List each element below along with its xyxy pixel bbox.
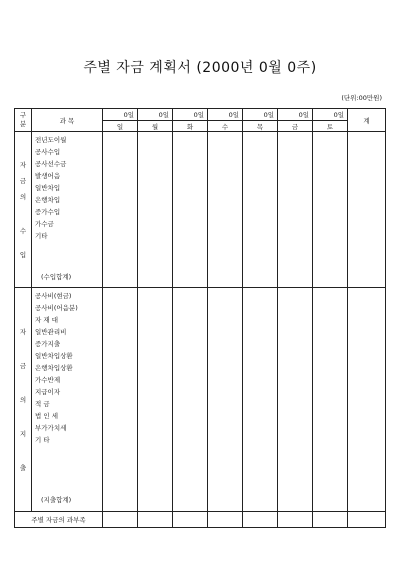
day-header-7: 0일 (313, 109, 348, 121)
expense-item: 은행차입상환 (35, 364, 73, 372)
day-header-1: 0일 (103, 109, 138, 121)
expense-cell (278, 288, 313, 512)
income-total-label: (수입합계) (41, 273, 72, 281)
shortfall-label: 주별 자금의 과부족 (15, 512, 103, 528)
income-cell (103, 132, 138, 288)
expense-cell (173, 288, 208, 512)
income-label-char: 자 (19, 160, 27, 169)
weekday-mon: 월 (138, 121, 173, 132)
income-label-char: 금 (19, 176, 27, 185)
income-item: 공사수입 (35, 148, 61, 156)
expense-item: 법 인 세 (35, 412, 58, 420)
income-item: 은행차입 (35, 196, 61, 204)
weekday-sat: 토 (313, 121, 348, 132)
day-header-3: 0일 (173, 109, 208, 121)
income-cell (208, 132, 243, 288)
income-label-char: 입 (19, 250, 27, 259)
weekday-thu: 목 (243, 121, 278, 132)
expense-label-char: 출 (19, 463, 27, 472)
income-cell (243, 132, 278, 288)
expense-total-label: (지출합계) (41, 496, 72, 504)
shortfall-cell (243, 512, 278, 528)
document-title: 주별 자금 계획서 (2000년 0월 0주) (83, 60, 317, 76)
header-gubun-text: 구분 (19, 111, 27, 128)
income-cell (173, 132, 208, 288)
shortfall-cell (173, 512, 208, 528)
day-header-5: 0일 (243, 109, 278, 121)
weekday-tue: 화 (173, 121, 208, 132)
expense-cell (243, 288, 278, 512)
expense-item: 증가지출 (35, 340, 61, 348)
income-cell (278, 132, 313, 288)
expense-cell (348, 288, 386, 512)
expense-item: 자 재 대 (35, 316, 58, 324)
fund-plan-table (14, 108, 386, 528)
expense-item: 기 타 (35, 436, 50, 444)
shortfall-cell (348, 512, 386, 528)
expense-item: 가수반제 (35, 376, 61, 384)
expense-label-char: 자 (19, 327, 27, 336)
weekday-fri: 금 (278, 121, 313, 132)
expense-item: 적 금 (35, 400, 50, 408)
income-section-label (15, 132, 32, 288)
expense-item: 부가가치세 (35, 424, 67, 432)
expense-label-char: 금 (19, 361, 27, 370)
expense-cell (208, 288, 243, 512)
expense-item: 공사비(어음분) (35, 304, 78, 312)
income-items-cell (32, 132, 103, 288)
income-cell (313, 132, 348, 288)
income-item: 공사선수금 (35, 160, 67, 168)
income-item: 기타 (35, 232, 48, 240)
header-total: 계 (348, 109, 386, 132)
weekday-wed: 수 (208, 121, 243, 132)
income-section (15, 132, 386, 288)
day-header-2: 0일 (138, 109, 173, 121)
weekday-sun: 일 (103, 121, 138, 132)
expense-label-char: 의 (19, 395, 27, 404)
shortfall-row (15, 512, 386, 528)
shortfall-cell (278, 512, 313, 528)
income-item: 전년도이월 (35, 136, 67, 144)
shortfall-cell (208, 512, 243, 528)
day-header-6: 0일 (278, 109, 313, 121)
shortfall-cell (138, 512, 173, 528)
income-item: 가수금 (35, 220, 54, 228)
expense-item: 공사비(현금) (35, 292, 72, 300)
expense-item: 지급이자 (35, 388, 61, 396)
shortfall-cell (313, 512, 348, 528)
income-item: 일반차입 (35, 184, 61, 192)
expense-item: 일반차입상환 (35, 352, 73, 360)
day-header-4: 0일 (208, 109, 243, 121)
header-gwamok: 과 목 (32, 109, 103, 132)
income-label-char: 수 (19, 226, 27, 235)
expense-label-char: 지 (19, 429, 27, 438)
expense-cell (138, 288, 173, 512)
shortfall-cell (103, 512, 138, 528)
income-item: 증가수입 (35, 208, 61, 216)
header-gubun (15, 109, 32, 132)
income-cell (138, 132, 173, 288)
income-item: 발생어음 (35, 172, 61, 180)
income-cell (348, 132, 386, 288)
expense-cell (103, 288, 138, 512)
expense-section (15, 288, 386, 512)
expense-cell (313, 288, 348, 512)
income-label-char: 의 (19, 192, 27, 201)
expense-item: 일반관리비 (35, 328, 67, 336)
expense-section-label (15, 288, 32, 512)
unit-note: (단위:00만원) (341, 94, 382, 102)
expense-items-cell (32, 288, 103, 512)
